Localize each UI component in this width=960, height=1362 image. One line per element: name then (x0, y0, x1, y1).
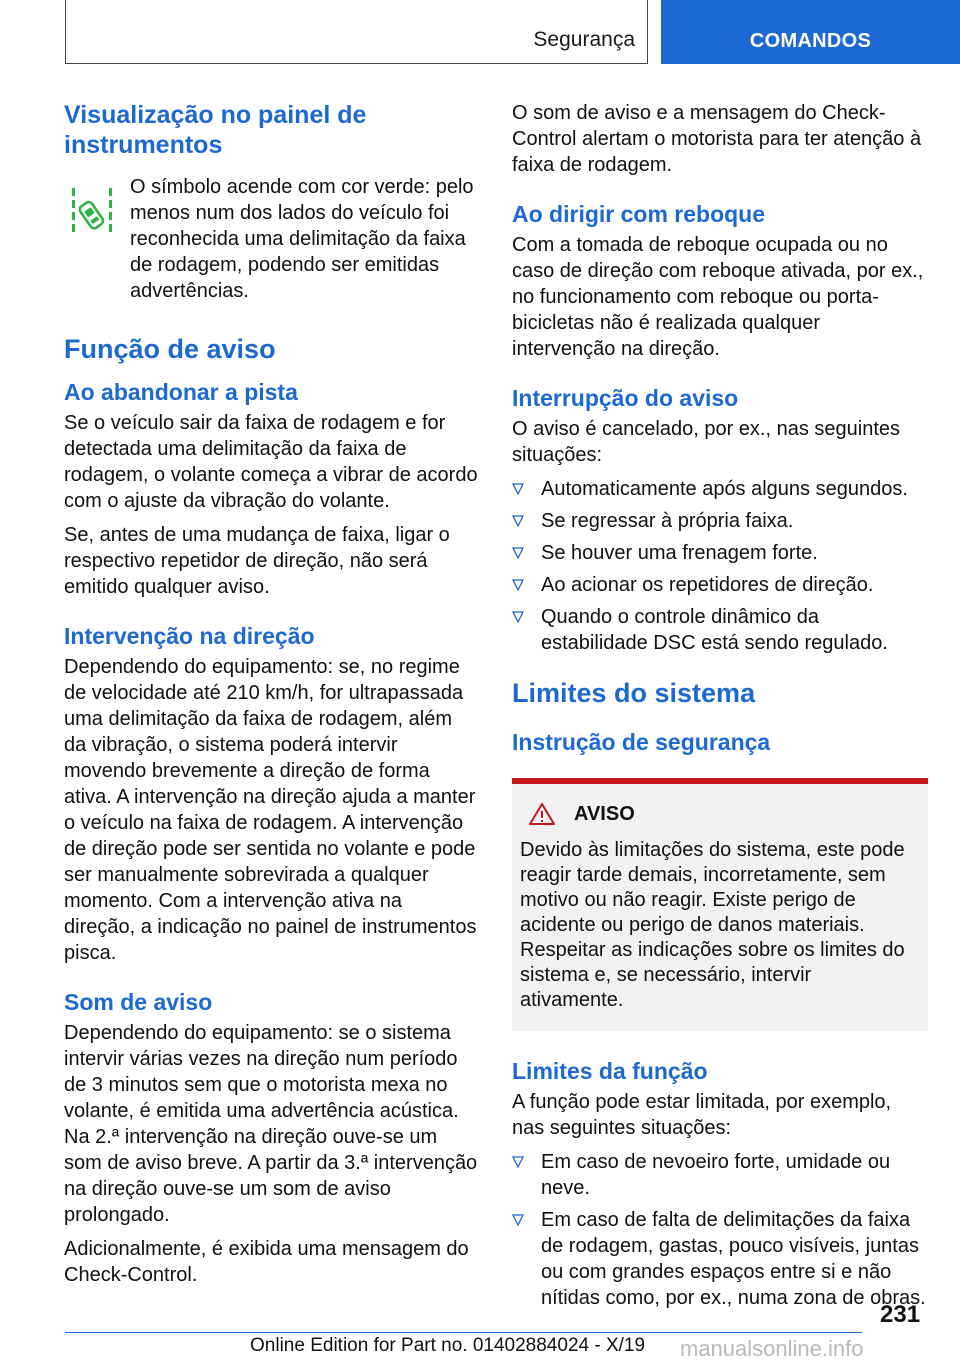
lane-departure-icon (70, 186, 114, 238)
left-column (64, 100, 478, 1296)
paragraph-reboque: Com a tomada de reboque ocupada ou no caso de direção com reboque ativada, por ex., no funcionamento com reboque ou porta-bicicletas não é realizada qualquer intervenção na direção. (512, 234, 924, 360)
list-item (512, 540, 928, 566)
page-number: 231 (880, 1301, 921, 1328)
header-frame (65, 0, 648, 64)
footer-edition: Online Edition for Part no. 01402884024 - X/19 (250, 1335, 646, 1356)
warning-text: Devido às limitações do sistema, este pode reagir tarde demais, incorretamente, sem motivo ou não reagir. Existe perigo de acidente ou perigo de danos materiais. Respeitar as indicações sobre os limites do sistema e, se necessário, intervir ativamente. (520, 839, 905, 1011)
list-item-text: Ao acionar os repetidores de direção. (541, 574, 874, 596)
list-item-text: Se houver uma frenagem forte. (541, 542, 818, 564)
paragraph-som-1: Dependendo do equipamento: se o sistema intervir várias vezes na direção num período de 3 minutos sem que o motorista mexa no volante, é emitida uma advertência acústica. Na 2.ª intervenção na direção ouve-se um som de aviso breve. A partir da 3.ª intervenção na direção ouve-se um som de aviso prolongado. (64, 1022, 478, 1226)
list-item (512, 476, 928, 502)
heading-abandonar-pista: Ao abandonar a pista (64, 379, 298, 405)
list-item-text: Quando o controle dinâmico da estabilidade DSC está sendo regulado. (541, 606, 888, 654)
heading-limites-sistema: Limites do sistema (512, 678, 756, 708)
triangle-bullet-icon (512, 515, 524, 527)
paragraph-abandonar-2: Se, antes de uma mudança de faixa, ligar o respectivo repetidor de direção, não será emitido qualquer aviso. (64, 524, 450, 598)
section-title: Segurança (533, 28, 635, 51)
paragraph-intervencao: Dependendo do equipamento: se, no regime de velocidade até 210 km/h, for ultrapassada uma delimitação da faixa de rodagem, além da vibração, o sistema poderá intervir movendo brevemente a direção de forma ativa. A intervenção na direção ajuda a manter o veículo na faixa de rodagem. A intervenção de direção pode ser sentida no volante e pode ser manualmente sobrevirada a qualquer momento. Com a intervenção ativa na direção, a indicação no painel de instrumentos pisca. (64, 656, 477, 964)
warning-triangle-icon (528, 802, 556, 826)
paragraph-intro: O som de aviso e a mensagem do Check-Control alertam o motorista para ter atenção à faixa de rodagem. (512, 102, 922, 176)
list-item (512, 1149, 928, 1201)
heading-intervencao-direcao: Intervenção na direção (64, 623, 315, 649)
heading-limites-funcao: Limites da função (512, 1058, 708, 1084)
warning-title: AVISO (574, 802, 635, 825)
list-item-text: Em caso de falta de delimitações da faixa de rodagem, gastas, pouco visíveis, juntas ou com grandes espaços entre si e não nítidas como, por ex., numa zona de obras. (541, 1209, 926, 1309)
heading-visualizacao: Visualização no painel de instrumentos (64, 101, 367, 159)
triangle-bullet-icon (512, 483, 524, 495)
triangle-bullet-icon (512, 1156, 524, 1168)
heading-reboque: Ao dirigir com reboque (512, 201, 766, 227)
heading-instrucao-seguranca: Instrução de segurança (512, 729, 771, 755)
symbol-text: O símbolo acende com cor verde: pelo menos num dos lados do veículo foi reconhecida uma delimitação da faixa de rodagem, podendo ser emitidas advertências. (130, 176, 474, 302)
list-item (512, 508, 928, 534)
tab-comandos[interactable]: COMANDOS (661, 0, 960, 64)
heading-interrupcao: Interrupção do aviso (512, 385, 739, 411)
list-item (512, 604, 928, 656)
paragraph-som-2: Adicionalmente, é exibida uma mensagem do Check-Control. (64, 1238, 469, 1286)
paragraph-abandonar-1: Se o veículo sair da faixa de rodagem e for detectada uma delimitação da faixa de rodagem, o volante começa a vibrar de acordo com o ajuste da vibração do volante. (64, 412, 478, 512)
triangle-bullet-icon (512, 579, 524, 591)
list-item-text: Em caso de nevoeiro forte, umidade ou neve. (541, 1151, 891, 1199)
watermark: manualsonline.info (680, 1336, 864, 1361)
right-column (512, 100, 928, 1319)
list-item (512, 572, 928, 598)
triangle-bullet-icon (512, 1214, 524, 1226)
warning-header (520, 802, 912, 826)
paragraph-interrupcao: O aviso é cancelado, por ex., nas seguintes situações: (512, 418, 901, 466)
symbol-paragraph (64, 174, 478, 304)
paragraph-limites-funcao: A função pode estar limitada, por exemplo, nas seguintes situações: (512, 1091, 892, 1139)
function-limits-list (512, 1149, 928, 1311)
triangle-bullet-icon (512, 611, 524, 623)
footer-divider (65, 1332, 862, 1333)
list-item-text: Se regressar à própria faixa. (541, 510, 794, 532)
interruption-list (512, 476, 928, 656)
triangle-bullet-icon (512, 547, 524, 559)
heading-som-aviso: Som de aviso (64, 989, 213, 1015)
heading-funcao-aviso: Função de aviso (64, 334, 276, 364)
warning-box (512, 778, 928, 1031)
list-item-text: Automaticamente após alguns segundos. (541, 478, 908, 500)
list-item (512, 1207, 928, 1311)
